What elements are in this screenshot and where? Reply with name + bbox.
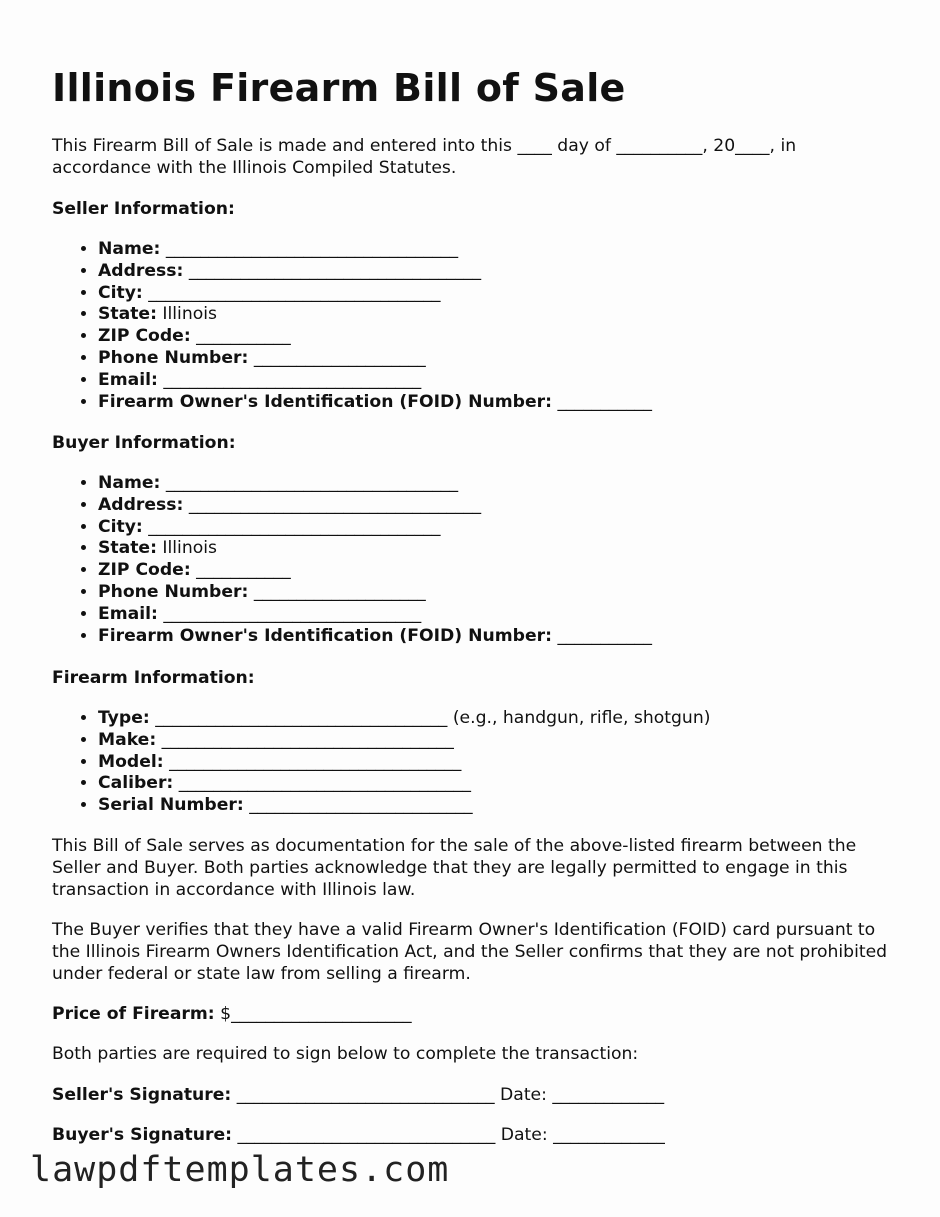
- firearm-caliber-item: • Caliber: __________________________________: [98, 773, 710, 795]
- watermark: lawpdftemplates.com: [30, 1150, 450, 1190]
- firearm-list: [52, 708, 710, 817]
- firearm-model-item: • Model: __________________________________: [98, 752, 710, 774]
- buyer-email-item: • Email: ______________________________: [98, 604, 652, 626]
- documentation-paragraph: This Bill of Sale serves as documentation for the sale of the above-listed firearm between the Seller and Buyer. Both parties acknowledge that they are legally permitted to engage in this transaction in accordance with Illinois law.: [52, 836, 857, 900]
- seller-city-item: • City: __________________________________: [98, 283, 652, 305]
- firearm-serial-item: • Serial Number: __________________________: [98, 795, 710, 817]
- seller-state-item: • State: Illinois: [98, 304, 652, 326]
- verification-paragraph: The Buyer verifies that they have a valid Firearm Owner's Identification (FOID) card pursuant to the Illinois Firearm Owners Identification Act, and the Seller confirms that they are not prohibited under federal or state law from selling a firearm.: [52, 920, 888, 984]
- firearm-make-item: • Make: __________________________________: [98, 730, 710, 752]
- buyer-signature-row: [52, 1125, 665, 1145]
- seller-signature-line: ______________________________: [236, 1085, 495, 1105]
- buyer-signature-label: Buyer's Signature:: [52, 1125, 233, 1145]
- buyer-heading: Buyer Information:: [52, 433, 236, 453]
- price-label: Price of Firearm:: [52, 1004, 215, 1024]
- seller-signature-row: [52, 1085, 664, 1105]
- seller-address-item: • Address: __________________________________: [98, 261, 652, 283]
- buyer-phone-item: • Phone Number: ____________________: [98, 582, 652, 604]
- buyer-list: [52, 473, 652, 647]
- seller-email-item: • Email: ______________________________: [98, 370, 652, 392]
- buyer-foid-item: • Firearm Owner's Identification (FOID) Number: ___________: [98, 626, 652, 648]
- buyer-signature-line: ______________________________: [237, 1125, 496, 1145]
- seller-phone-item: • Phone Number: ____________________: [98, 348, 652, 370]
- buyer-date-line: _____________: [553, 1125, 665, 1145]
- price-line: $_____________________: [220, 1004, 412, 1024]
- seller-date-line: _____________: [552, 1085, 665, 1105]
- seller-list: [52, 239, 652, 413]
- seller-signature-label: Seller's Signature:: [52, 1085, 232, 1105]
- buyer-name-item: • Name: __________________________________: [98, 473, 652, 495]
- sign-instruction: Both parties are required to sign below to complete the transaction:: [52, 1044, 639, 1064]
- buyer-zip-item: • ZIP Code: ___________: [98, 560, 652, 582]
- seller-foid-item: • Firearm Owner's Identification (FOID) Number: ___________: [98, 392, 652, 414]
- seller-zip-item: • ZIP Code: ___________: [98, 326, 652, 348]
- price-row: [52, 1004, 412, 1024]
- buyer-address-item: • Address: __________________________________: [98, 495, 652, 517]
- document-title: Illinois Firearm Bill of Sale: [52, 66, 626, 110]
- firearm-heading: Firearm Information:: [52, 668, 255, 688]
- buyer-city-item: • City: __________________________________: [98, 517, 652, 539]
- firearm-type-item: • Type: __________________________________ (e.g., handgun, rifle, shotgun): [98, 708, 710, 730]
- buyer-state-item: • State: Illinois: [98, 538, 652, 560]
- seller-date-label: Date:: [500, 1085, 547, 1105]
- buyer-date-label: Date:: [500, 1125, 548, 1145]
- intro-paragraph: This Firearm Bill of Sale is made and entered into this ____ day of __________, 20____, in accordance with the Illinois Compiled Statutes.: [52, 136, 797, 178]
- seller-name-item: • Name: __________________________________: [98, 239, 652, 261]
- seller-heading: Seller Information:: [52, 199, 235, 219]
